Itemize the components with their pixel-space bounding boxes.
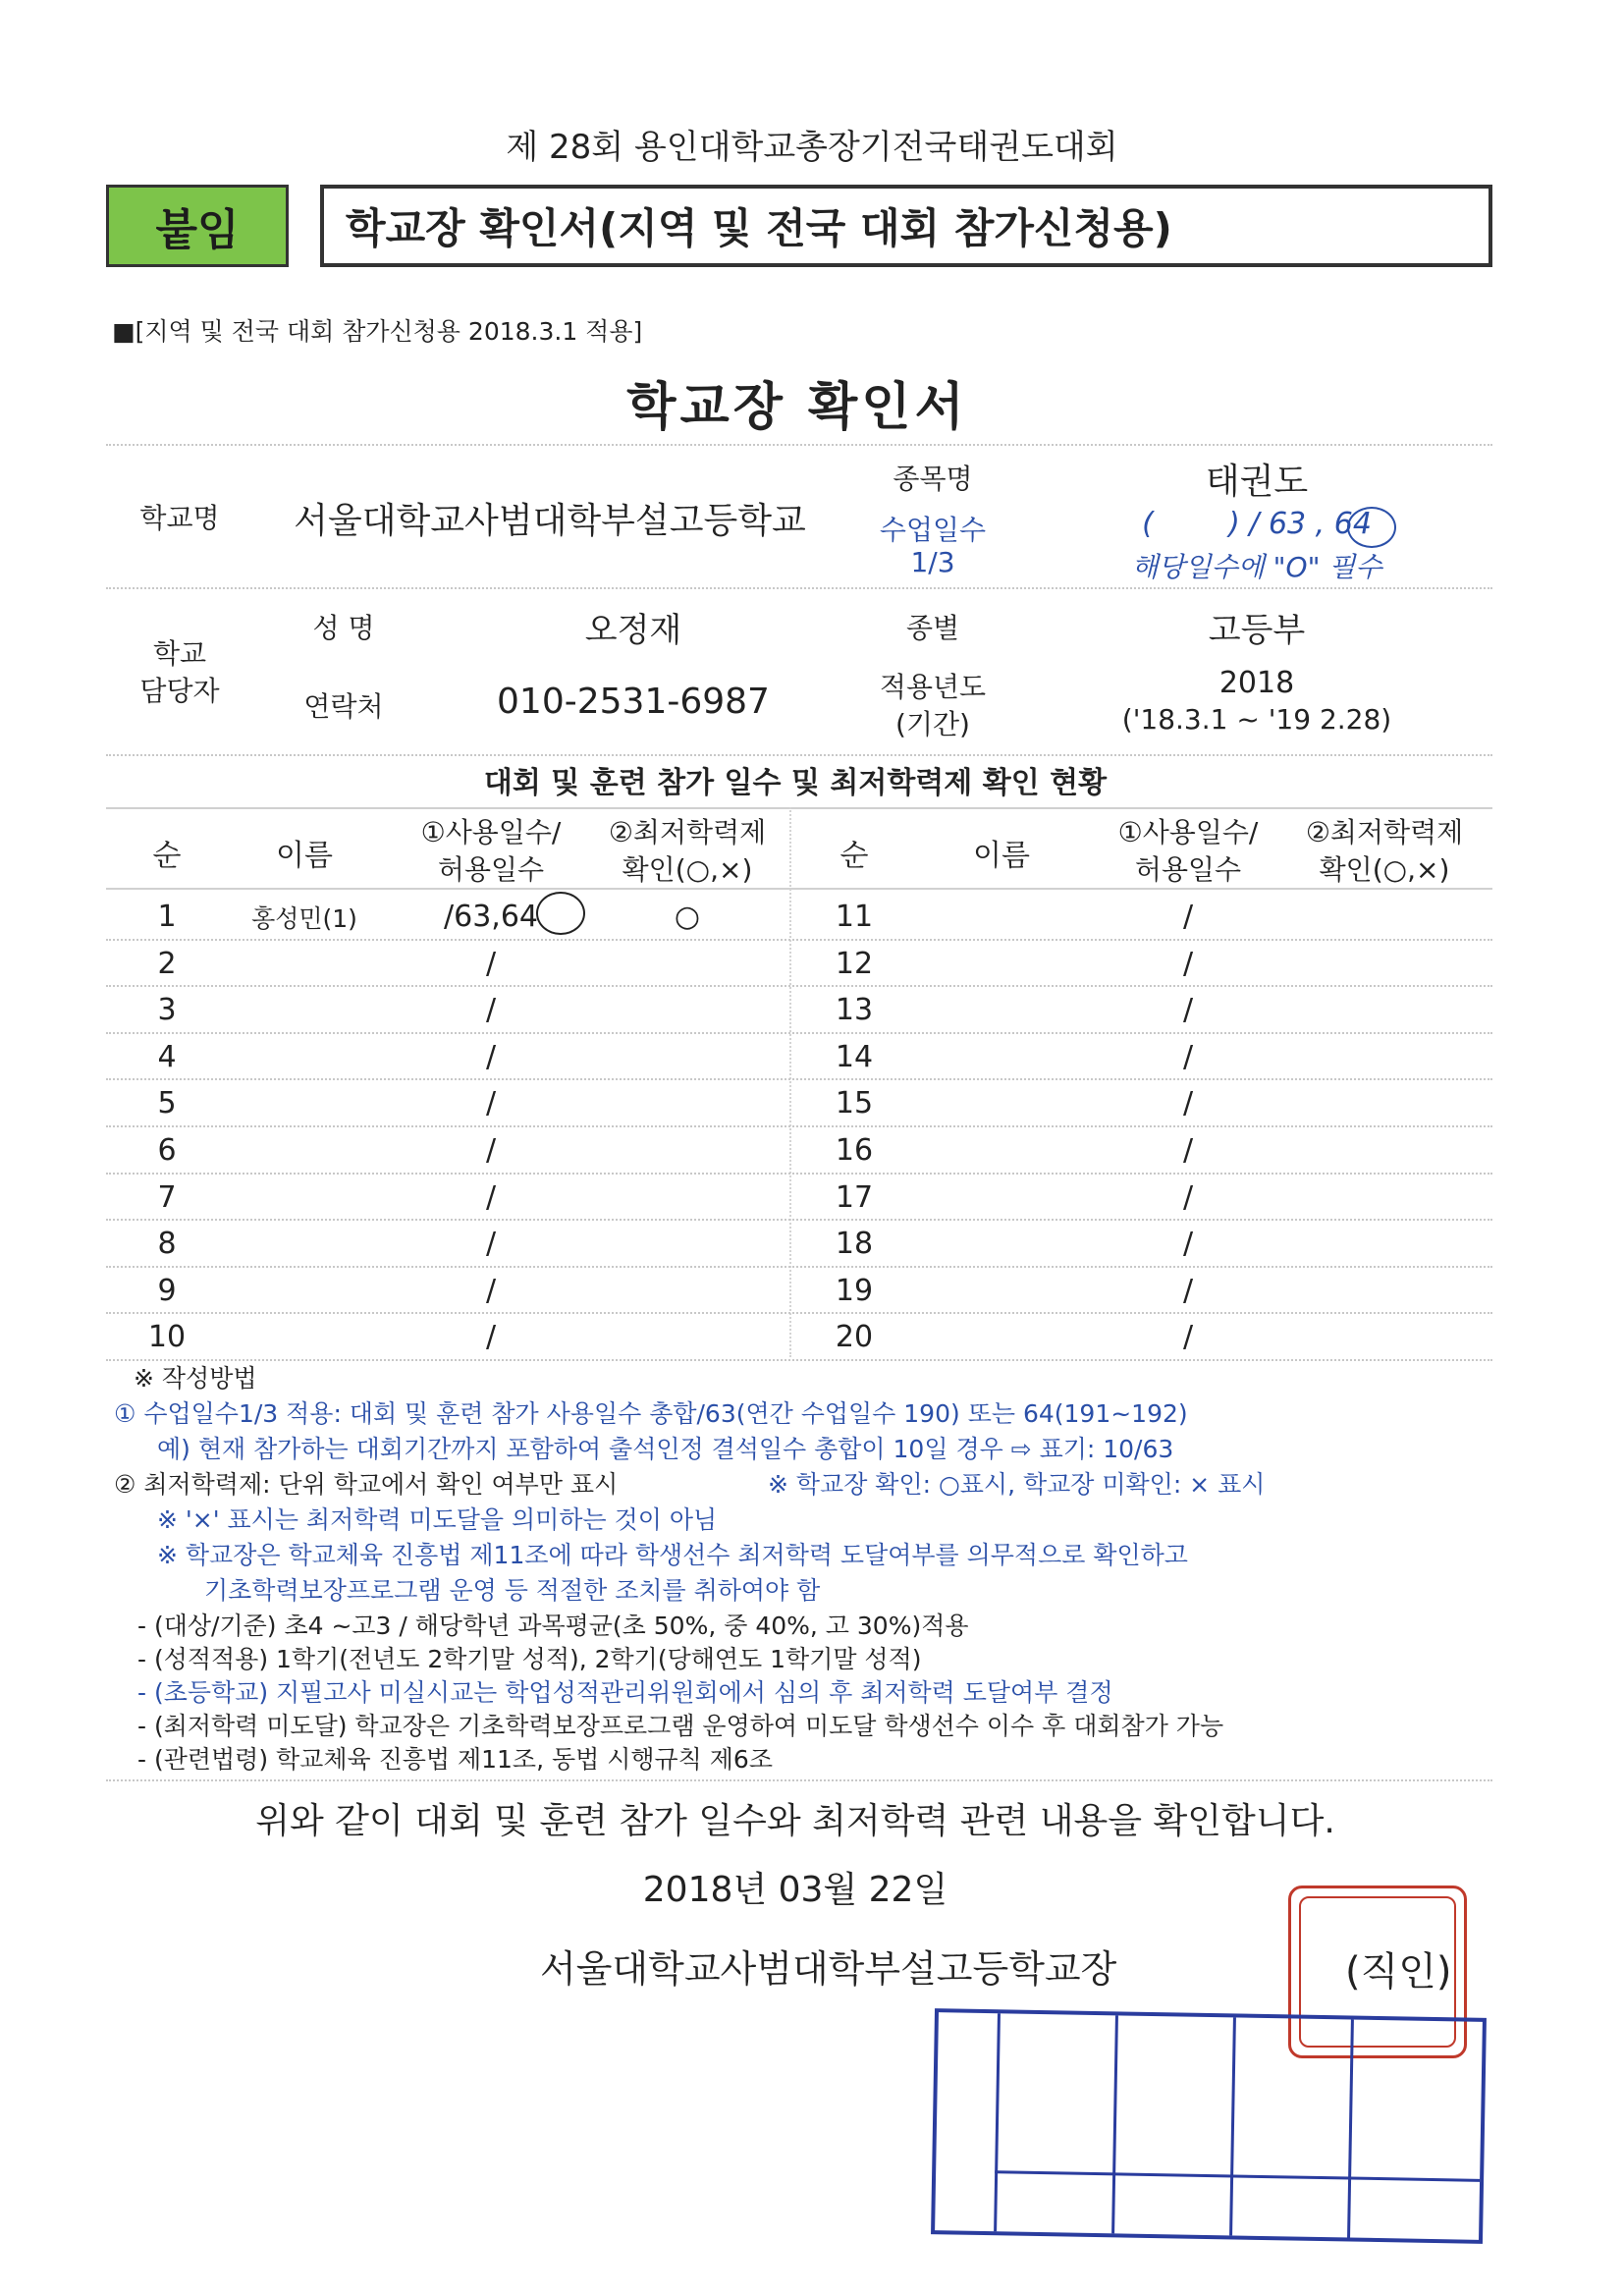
table-cell-days: /	[485, 1273, 497, 1308]
approval-stamp-cell	[1347, 2020, 1354, 2238]
table-cell-no: 7	[157, 1179, 177, 1215]
table-cell-no: 10	[147, 1320, 187, 1355]
table-cell-days: /	[1182, 1086, 1194, 1121]
table-cell-days: /	[485, 1133, 497, 1168]
method-line: ※ '×' 표시는 최저학력 미도달을 의미하는 것이 아님	[157, 1505, 718, 1534]
col-no-header: 순	[152, 839, 182, 873]
table-cell-no: 18	[835, 1227, 874, 1262]
table-cell-no: 12	[835, 946, 874, 981]
seal-label: (직인)	[1345, 1949, 1452, 1995]
form-title-box	[320, 185, 1492, 267]
row-divider	[106, 1032, 1492, 1034]
school-label: 학교명	[139, 502, 220, 534]
method-heading: ※ 작성방법	[134, 1364, 257, 1393]
attachment-tag-label: 붙임	[155, 205, 240, 255]
name-value: 오정재	[584, 611, 682, 650]
table-cell-no: 6	[157, 1133, 177, 1168]
method-line: - (최저학력 미도달) 학교장은 기초학력보장프로그램 운영하여 미도달 학생선수 이수 후 대회참가 가능	[137, 1712, 1224, 1740]
doc-title: 학교장 확인서	[626, 378, 968, 437]
method-line: - (대상/기준) 초4 ~고3 / 해당학년 과목평균(초 50%, 중 40%, 고 30%)적용	[137, 1612, 969, 1640]
table-cell-days: /	[1182, 1227, 1194, 1262]
approval-stamp	[931, 2008, 1487, 2244]
table-cell-days: /	[1182, 900, 1194, 934]
table-cell-days: /	[485, 946, 497, 981]
row-divider	[106, 939, 1492, 941]
circle-mark	[1347, 507, 1396, 548]
table-cell-no: 4	[157, 1039, 177, 1074]
table-cell-no: 16	[835, 1133, 874, 1168]
contact-label: 연락처	[303, 690, 384, 723]
table-cell-no: 3	[157, 993, 177, 1028]
table-cell-days: /	[1182, 1320, 1194, 1355]
col-days-header: 허용일수	[437, 853, 545, 886]
table-cell-days: /63,64	[444, 900, 538, 934]
table-cell-no: 2	[157, 946, 177, 981]
table-cell-no: 17	[835, 1179, 874, 1215]
status-title: 대회 및 훈련 참가 일수 및 최저학력제 확인 현황	[483, 766, 1108, 800]
table-cell-name: 홍성민(1)	[251, 904, 357, 933]
class-days-value: ( ) / 63 , 64	[1142, 507, 1372, 541]
table-cell-days: /	[1182, 1179, 1194, 1215]
row-divider	[106, 1078, 1492, 1080]
table-cell-no: 19	[835, 1273, 874, 1308]
method-line: ※ 학교장은 학교체육 진흥법 제11조에 따라 학생선수 최저학력 도달여부를 의무적으로 확인하고	[157, 1541, 1188, 1569]
approval-stamp-cell	[995, 2170, 1480, 2182]
competition-title: 제 28회 용인대학교총장기전국태권도대회	[506, 128, 1118, 167]
approval-stamp-cell	[994, 2013, 1001, 2231]
method-line: ※ 학교장 확인: ○표시, 학교장 미확인: × 표시	[768, 1470, 1266, 1499]
method-line: - (성적적용) 1학기(전년도 2학기말 성적), 2학기(당해연도 1학기말 성적)	[137, 1645, 922, 1673]
row-divider	[106, 1219, 1492, 1221]
table-cell-no: 15	[835, 1086, 874, 1121]
division-label: 종별	[905, 612, 960, 644]
name-label: 성 명	[312, 612, 375, 644]
column-divider	[789, 807, 791, 1357]
school-name: 서울대학교사범대학부설고등학교	[294, 501, 806, 541]
table-cell-days: /	[1182, 946, 1194, 981]
year-label: 적용년도	[879, 671, 987, 703]
form-title: 학교장 확인서(지역 및 전국 대회 참가신청용)	[346, 204, 1172, 252]
col-check-header: 확인(○,×)	[1319, 853, 1450, 886]
table-cell-check: ○	[674, 900, 701, 934]
col-days-header: ①사용일수/	[420, 816, 562, 848]
table-cell-days: /	[485, 1179, 497, 1215]
table-cell-days: /	[485, 1039, 497, 1074]
signatory: 서울대학교사범대학부설고등학교장	[540, 1947, 1117, 1991]
row-divider	[106, 985, 1492, 987]
col-days-header: ①사용일수/	[1117, 816, 1259, 848]
divider	[106, 444, 1492, 446]
col-check-header: ②최저학력제	[1305, 816, 1464, 848]
period-value: ('18.3.1 ~ '19 2.28)	[1121, 703, 1392, 736]
method-line: 예) 현재 참가하는 대회기간까지 포함하여 출석인정 결석일수 총합이 10일 경우 ⇨ 표기: 10/63	[157, 1435, 1174, 1463]
event-label: 종목명	[893, 463, 973, 495]
event-value: 태권도	[1205, 462, 1309, 502]
table-cell-no: 11	[835, 900, 874, 934]
table-cell-no: 13	[835, 993, 874, 1028]
col-name-header: 이름	[276, 839, 333, 873]
method-line: ① 수업일수1/3 적용: 대회 및 훈련 참가 사용일수 총합/63(연간 수업일수 190) 또는 64(191~192)	[114, 1399, 1188, 1428]
table-top-line	[106, 807, 1492, 809]
circle-mark	[536, 892, 585, 935]
table-cell-days: /	[485, 993, 497, 1028]
col-no-header: 순	[839, 839, 869, 873]
method-line: - (관련법령) 학교체육 진흥법 제11조, 동법 시행규칙 제6조	[137, 1745, 773, 1774]
table-cell-days: /	[485, 1227, 497, 1262]
form-note: ■[지역 및 전국 대회 참가신청용 2018.3.1 적용]	[112, 317, 643, 346]
method-line: - (초등학교) 지필고사 미실시교는 학업성적관리위원회에서 심의 후 최저학력 도달여부 결정	[137, 1678, 1113, 1707]
contact-value: 010-2531-6987	[497, 682, 770, 722]
table-cell-days: /	[485, 1086, 497, 1121]
divider	[106, 1779, 1492, 1781]
table-cell-days: /	[1182, 993, 1194, 1028]
manager-label: 학교	[152, 637, 207, 670]
col-check-header: 확인(○,×)	[622, 853, 753, 886]
row-divider	[106, 1173, 1492, 1175]
table-cell-no: 8	[157, 1227, 177, 1262]
table-cell-no: 1	[157, 900, 177, 934]
row-divider	[106, 1312, 1492, 1314]
row-divider	[106, 1359, 1492, 1361]
approval-stamp-cell	[1229, 2017, 1236, 2235]
class-days-fraction: 1/3	[910, 546, 955, 578]
table-cell-days: /	[1182, 1133, 1194, 1168]
method-line: ② 최저학력제: 단위 학교에서 확인 여부만 표시	[114, 1470, 619, 1499]
col-name-header: 이름	[973, 839, 1030, 873]
table-header-line	[106, 888, 1492, 890]
division-value: 고등부	[1208, 611, 1306, 650]
table-cell-days: /	[485, 1320, 497, 1355]
manager-label: 담당자	[139, 675, 220, 707]
table-cell-no: 9	[157, 1273, 177, 1308]
table-cell-no: 14	[835, 1039, 874, 1074]
divider	[106, 587, 1492, 589]
approval-stamp-cell	[1111, 2015, 1118, 2233]
table-cell-days: /	[1182, 1039, 1194, 1074]
class-days-label: 수업일수	[879, 514, 987, 546]
col-days-header: 허용일수	[1134, 853, 1242, 886]
class-days-note: 해당일수에 "O" 필수	[1131, 551, 1382, 583]
period-label: (기간)	[895, 708, 970, 740]
table-cell-days: /	[1182, 1273, 1194, 1308]
table-cell-no: 5	[157, 1086, 177, 1121]
row-divider	[106, 1125, 1492, 1127]
attachment-tag	[106, 185, 289, 267]
col-check-header: ②최저학력제	[608, 816, 767, 848]
method-line: 기초학력보장프로그램 운영 등 적절한 조치를 취하여야 함	[204, 1576, 821, 1605]
divider	[106, 754, 1492, 756]
table-cell-no: 20	[835, 1320, 874, 1355]
issue-date: 2018년 03월 22일	[642, 1870, 948, 1910]
year-value: 2018	[1218, 666, 1295, 700]
row-divider	[106, 1266, 1492, 1268]
confirmation-text: 위와 같이 대회 및 훈련 참가 일수와 최저학력 관련 내용을 확인합니다.	[255, 1801, 1335, 1841]
